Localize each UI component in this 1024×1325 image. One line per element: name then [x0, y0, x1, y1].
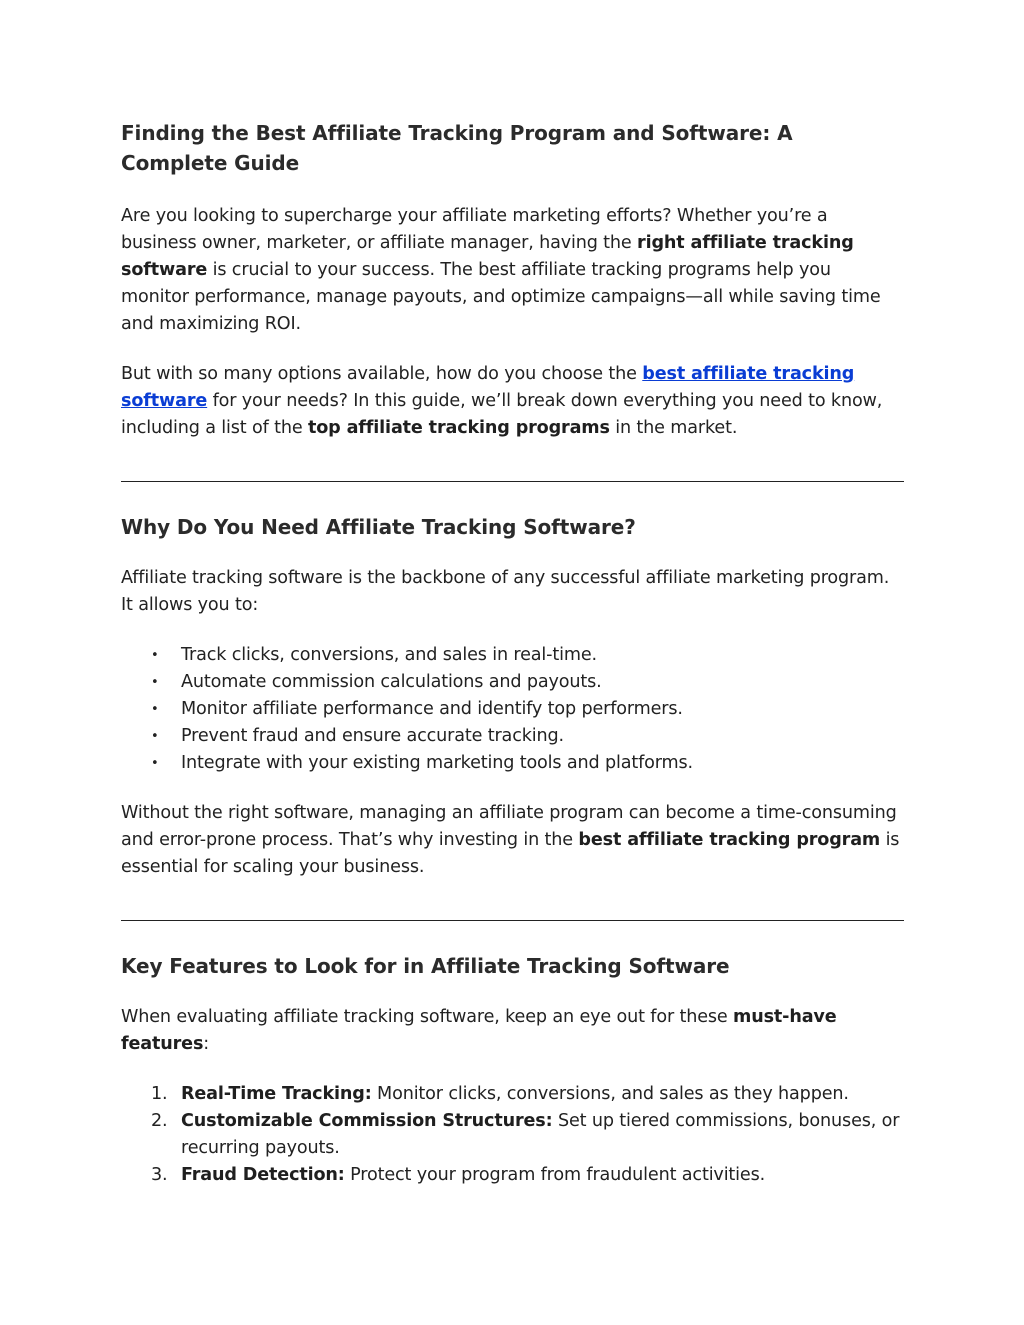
list-item: • Track clicks, conversions, and sales in real-time.: [121, 642, 904, 669]
features-numbered-list: [121, 1081, 904, 1189]
why-closing-paragraph: Without the right software, managing an affiliate program can become a time-consuming and error-prone process. That’s why investing in the best affiliate tracking program is essential for scaling your business.: [121, 803, 900, 877]
bullet-icon: •: [151, 756, 159, 771]
list-item: 3. Fraud Detection: Protect your program from fraudulent activities.: [121, 1162, 904, 1189]
feature-label: Customizable Commission Structures:: [181, 1111, 553, 1131]
list-item: • Monitor affiliate performance and identify top performers.: [121, 696, 904, 723]
intro-bold-phrase: right affiliate tracking software: [121, 233, 854, 280]
closing-bold-phrase: best affiliate tracking program: [578, 830, 881, 850]
intro-text: But with so many options available, how do you choose the: [121, 364, 643, 384]
intro-bold-phrase: top affiliate tracking programs: [307, 418, 610, 438]
intro-text: in the market.: [609, 418, 738, 438]
list-number: 1.: [151, 1084, 168, 1104]
list-number: 3.: [151, 1165, 168, 1185]
feature-label: Real-Time Tracking:: [181, 1084, 372, 1104]
features-bold-phrase: must-have features: [121, 1007, 837, 1054]
list-item: 1. Real-Time Tracking: Monitor clicks, conversions, and sales as they happen.: [121, 1081, 904, 1108]
section-heading-why: Why Do You Need Affiliate Tracking Software?: [121, 515, 636, 539]
why-lead-paragraph: Affiliate tracking software is the backbone of any successful affiliate marketing program. It allows you to:: [121, 568, 890, 615]
bullet-icon: •: [151, 702, 159, 717]
best-affiliate-tracking-software-link[interactable]: best affiliate tracking software: [121, 364, 855, 411]
list-number: 2.: [151, 1111, 168, 1131]
document-page: [121, 118, 904, 1189]
intro-text: Are you looking to supercharge your affiliate marketing efforts? Whether you’re a business owner, marketer, or affiliate manager, having the: [121, 206, 828, 253]
intro-paragraph-2: [121, 361, 904, 442]
section-divider: [121, 481, 904, 482]
list-item: • Automate commission calculations and payouts.: [121, 669, 904, 696]
bullet-icon: •: [151, 729, 159, 744]
list-item: 2. Customizable Commission Structures: Set up tiered commissions, bonuses, or recurring payouts.: [121, 1108, 904, 1162]
intro-paragraph-1: [121, 203, 904, 338]
features-lead-paragraph: When evaluating affiliate tracking software, keep an eye out for these must-have features:: [121, 1007, 837, 1054]
intro-text: is crucial to your success. The best affiliate tracking programs help you monitor performance, manage payouts, and optimize campaigns—all while saving time and maximizing ROI.: [121, 260, 881, 334]
list-item: • Integrate with your existing marketing tools and platforms.: [121, 750, 904, 777]
section-divider: [121, 920, 904, 921]
page-title: Finding the Best Affiliate Tracking Program and Software: A Complete Guide: [121, 121, 793, 175]
list-item: • Prevent fraud and ensure accurate tracking.: [121, 723, 904, 750]
intro-text: for your needs? In this guide, we’ll break down everything you need to know, including a list of the: [121, 391, 883, 438]
why-bullet-list: [121, 642, 904, 777]
feature-label: Fraud Detection:: [181, 1165, 345, 1185]
section-heading-features: Key Features to Look for in Affiliate Tracking Software: [121, 954, 730, 978]
bullet-icon: •: [151, 675, 159, 690]
bullet-icon: •: [151, 648, 159, 663]
